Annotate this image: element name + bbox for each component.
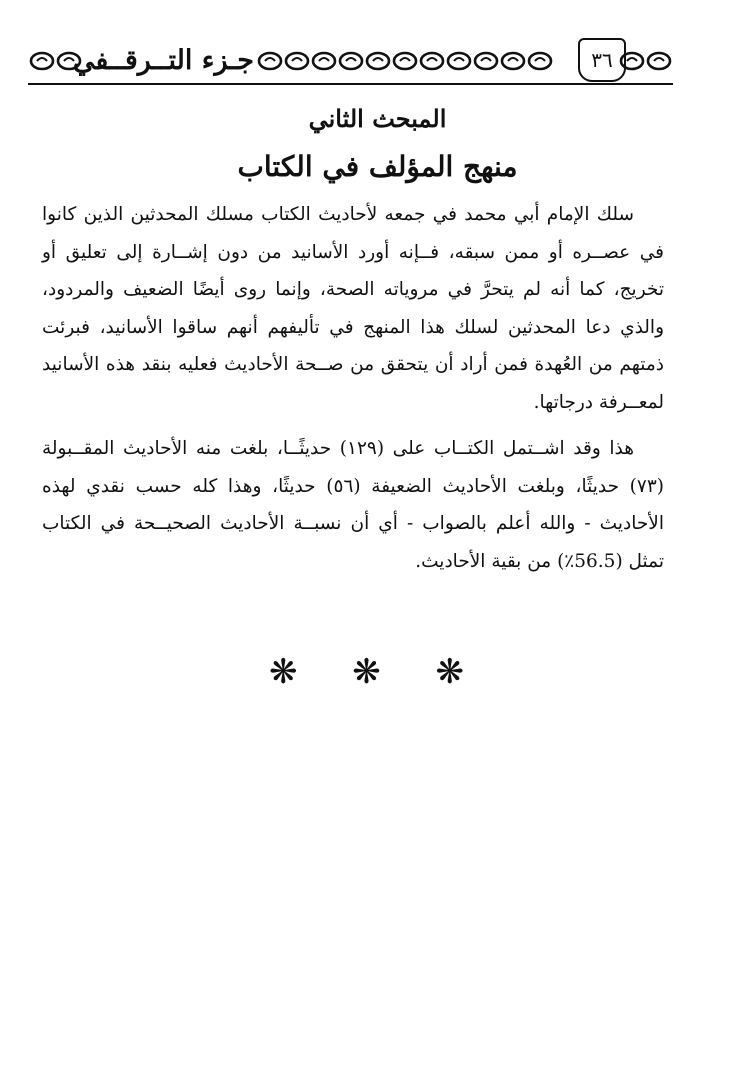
loop-ornament-icon [472,50,499,72]
header-ornament-right [618,50,672,78]
loop-ornament-icon [418,50,445,72]
loop-ornament-icon [645,50,672,72]
loop-ornament-icon [28,50,55,72]
loop-ornament-icon [618,50,645,72]
loop-ornament-icon [256,50,283,72]
page-number: ٣٦ [578,38,626,82]
loop-ornament-icon [337,50,364,72]
running-header [28,36,673,86]
loop-ornament-icon [445,50,472,72]
chapter-title: منهج المؤلف في الكتاب [237,150,518,183]
paragraph: هذا وقد اشــتمل الكتــاب على (١٢٩) حديثًــا، بلغت منه الأحاديث المقــبولة (٧٣) حديثًا، وبلغت الأحاديث الضعيفة (٥٦) حديثًا، وهذا كله حسب نقدي لهذه الأحاديث - والله أعلم بالصواب - أي أن نسبــة الأحاديث الصحيــحة في الكتاب تمثل (56.5٪) من بقية الأحاديث. [42,438,664,572]
header-ornament-middle [256,50,553,78]
body-text [42,196,664,580]
loop-ornament-icon [499,50,526,72]
section-separator: ❋ ❋ ❋ [268,652,487,692]
header-rule [28,83,673,85]
header-title: جـزء التــرقــفي [72,45,254,76]
loop-ornament-icon [310,50,337,72]
section-title: المبحث الثاني [308,104,447,133]
loop-ornament-icon [391,50,418,72]
loop-ornament-icon [364,50,391,72]
paragraph: سلك الإمام أبي محمد في جمعه لأحاديث الكتاب مسلك المحدثين الذين كانوا في عصــره أو ممن سبقه، فــإنه أورد الأسانيد من دون إشــارة إلى تعليق أو تخريج، كما أنه لم يتحرَّ في مروياته الصحة، وإنما روى أيضًا الضعيف والمردود، والذي دعا المحدثين لسلك هذا المنهج في تأليفهم أنهم ساقوا الأسانيد، فبرئت ذمتهم من العُهدة فمن أراد أن يتحقق من صــحة الأحاديث فعليه بنقد هذه الأسانيد لمعــرفة درجاتها. [42,204,664,413]
loop-ornament-icon [283,50,310,72]
loop-ornament-icon [526,50,553,72]
